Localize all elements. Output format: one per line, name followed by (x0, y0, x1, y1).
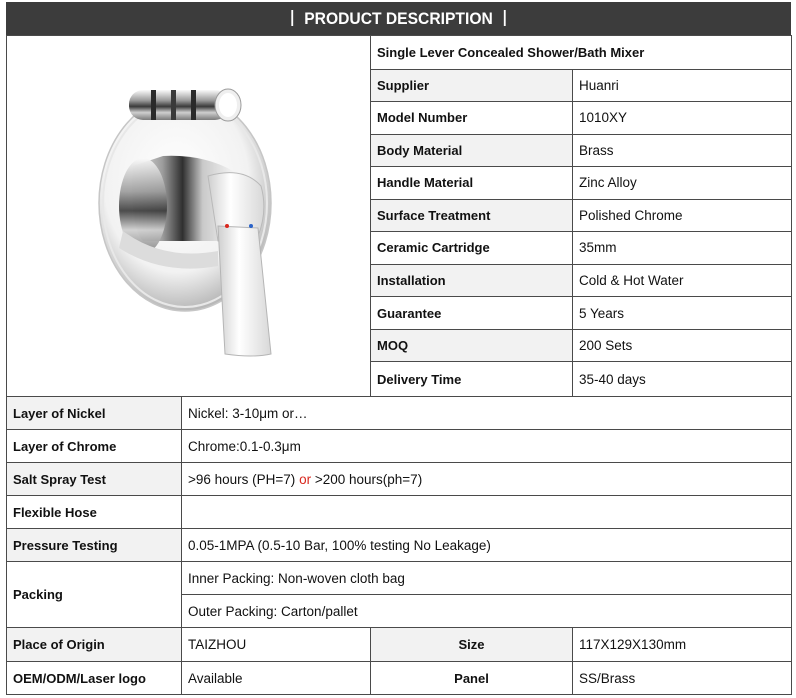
spec-label-delivery: Delivery Time (371, 362, 573, 397)
detail-label-panel: Panel (371, 662, 573, 695)
spec-value-body-material: Brass (573, 134, 792, 167)
detail-label-chrome: Layer of Chrome (7, 430, 182, 463)
salt-spray-or: or (299, 471, 312, 487)
detail-value-oem: Available (182, 662, 371, 695)
diverter-knob (129, 89, 241, 121)
product-image-cell (7, 36, 371, 397)
spec-value-installation: Cold & Hot Water (573, 264, 792, 297)
spec-label-installation: Installation (371, 264, 573, 297)
detail-value-hose (182, 496, 792, 529)
spec-label-supplier: Supplier (371, 69, 573, 102)
detail-value-size: 117X129X130mm (573, 628, 792, 662)
spec-value-surface: Polished Chrome (573, 199, 792, 232)
detail-label-oem: OEM/ODM/Laser logo (7, 662, 182, 695)
spec-label-guarantee: Guarantee (371, 297, 573, 330)
spec-label-surface: Surface Treatment (371, 199, 573, 232)
product-spec-table (6, 35, 792, 695)
header-title-wrap (37, 2, 759, 35)
spec-value-model: 1010XY (573, 102, 792, 135)
detail-value-salt-spray (182, 463, 792, 496)
spec-label-body-material: Body Material (371, 134, 573, 167)
spec-value-handle-material: Zinc Alloy (573, 167, 792, 200)
spec-value-delivery: 35-40 days (573, 362, 792, 397)
product-image (13, 36, 371, 396)
detail-label-packing: Packing (7, 562, 182, 628)
detail-value-chrome: Chrome:0.1-0.3μm (182, 430, 792, 463)
salt-spray-value-a: >96 hours (PH=7) (188, 471, 296, 487)
header-title: PRODUCT DESCRIPTION (304, 9, 493, 28)
header-divider-left (291, 10, 293, 26)
mixer-handle-body (119, 156, 271, 356)
product-name: Single Lever Concealed Shower/Bath Mixer (371, 36, 792, 70)
detail-label-nickel: Layer of Nickel (7, 397, 182, 430)
detail-label-salt-spray: Salt Spray Test (7, 463, 182, 496)
header-divider-right (504, 10, 506, 26)
spec-label-model: Model Number (371, 102, 573, 135)
detail-label-pressure: Pressure Testing (7, 529, 182, 562)
detail-value-origin: TAIZHOU (182, 628, 371, 662)
detail-value-nickel: Nickel: 3-10μm or… (182, 397, 792, 430)
detail-label-hose: Flexible Hose (7, 496, 182, 529)
detail-label-size: Size (371, 628, 573, 662)
spec-value-moq: 200 Sets (573, 329, 792, 362)
detail-value-inner-packing: Inner Packing: Non-woven cloth bag (182, 562, 792, 595)
detail-label-origin: Place of Origin (7, 628, 182, 662)
detail-value-pressure: 0.05-1MPA (0.5-10 Bar, 100% testing No Leakage) (182, 529, 792, 562)
spec-label-cartridge: Ceramic Cartridge (371, 232, 573, 265)
spec-value-cartridge: 35mm (573, 232, 792, 265)
spec-label-moq: MOQ (371, 329, 573, 362)
section-header (6, 2, 791, 35)
spec-value-guarantee: 5 Years (573, 297, 792, 330)
detail-value-panel: SS/Brass (573, 662, 792, 695)
detail-value-outer-packing: Outer Packing: Carton/pallet (182, 595, 792, 628)
spec-label-handle-material: Handle Material (371, 167, 573, 200)
spec-value-supplier: Huanri (573, 69, 792, 102)
salt-spray-value-b: >200 hours(ph=7) (314, 471, 423, 487)
